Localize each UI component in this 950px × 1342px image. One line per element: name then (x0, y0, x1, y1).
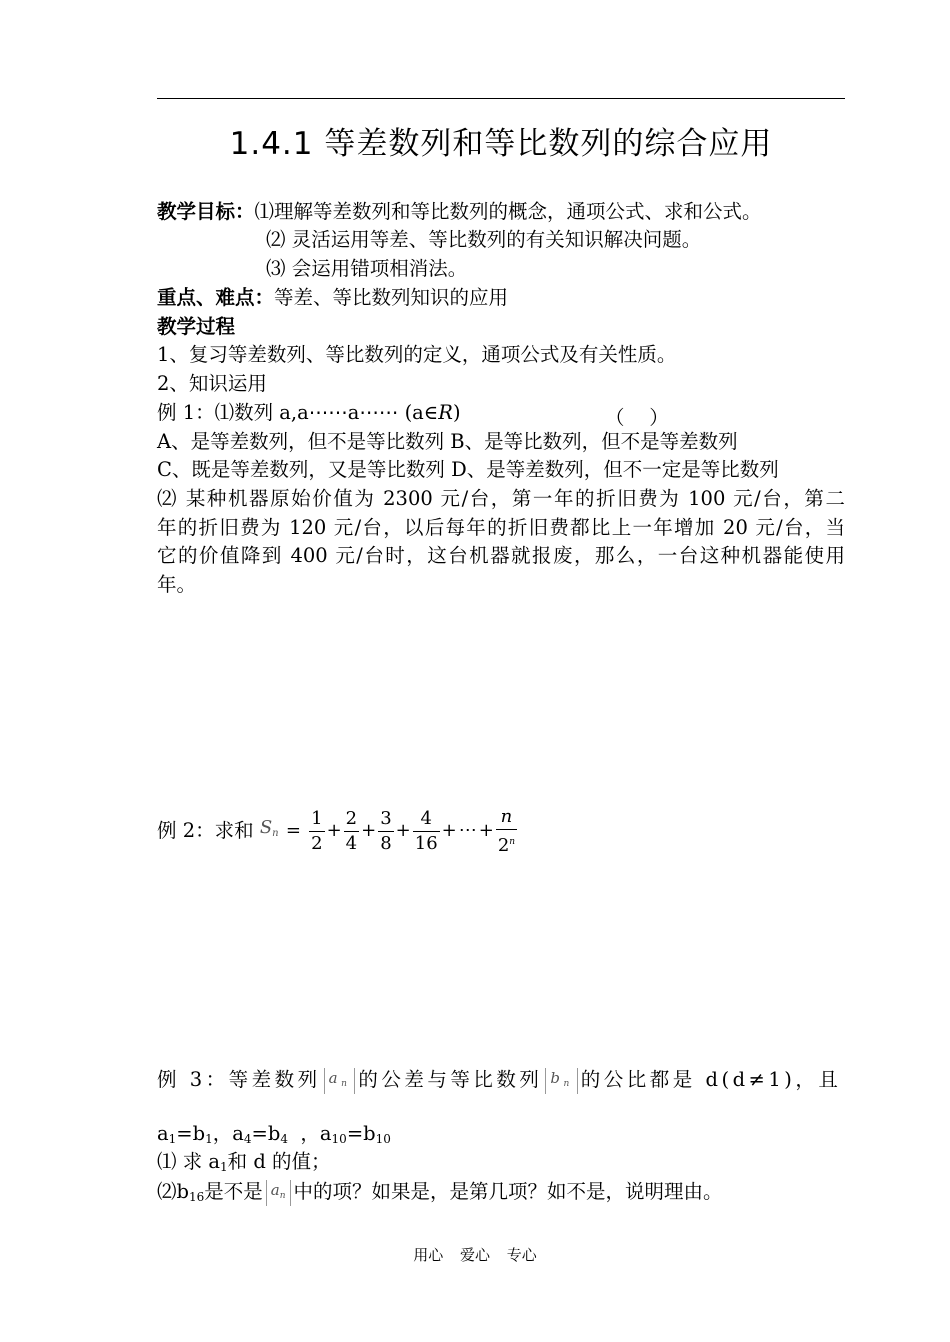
step-2: 2、知识运用 (157, 372, 267, 395)
ex3-intro: 例 3：等差数列 (157, 1068, 321, 1091)
plus-sign: + (478, 820, 494, 841)
header-rule (157, 98, 845, 99)
goal-item-3: ⑶ 会运用错项相消法。 (266, 257, 468, 280)
ex1-part2-line-2: 年的折旧费为 120 元/台，以后每年的折旧费都比上一年增加 20 元/台，当 (157, 516, 845, 539)
sequence-a-symbol: $a_n$ (324, 1068, 356, 1094)
process-heading: 教学过程 (157, 315, 236, 338)
goals-label: 教学目标： (157, 200, 255, 223)
answer-blank: （ ） (605, 406, 669, 429)
equals-sign: = (285, 820, 301, 841)
ex2-intro: 例 2：求和 (157, 819, 254, 842)
plus-sign: + (361, 820, 377, 841)
ex3-end: 的公比都是 d(d≠1)，且 (580, 1068, 842, 1091)
ex1-options-row-1: A、是等差数列，但不是等比数列 B、是等比数列，但不是等差数列 (157, 430, 738, 453)
fraction-term-2: $\frac{2}{4}$ (345, 807, 358, 854)
ex3-question-1: ⑴ 求 $a_1$和 d 的值； (157, 1150, 331, 1174)
plus-sign: + (395, 820, 411, 841)
goals-line-1 (157, 198, 762, 226)
goal-item-2: ⑵ 灵活运用等差、等比数列的有关知识解决问题。 (266, 228, 702, 251)
ellipsis: ⋯ (458, 820, 477, 841)
ex1-part2-line-1: ⑵ 某种机器原始价值为 2300 元/台，第一年的折旧费为 100 元/台，第二 (157, 487, 845, 510)
ex1-intro-text: 例 1：⑴数列 a,a⋯⋯a⋯⋯ (a∈ (157, 401, 439, 424)
ex1-set-symbol: R (438, 401, 453, 424)
ex2-line (157, 804, 518, 858)
fraction-term-3: $\frac{3}{8}$ (380, 807, 392, 854)
ex3-line-1 (157, 1062, 845, 1098)
fraction-term-n: $\frac{n}{2^n}$ (497, 805, 516, 856)
ex3-middle: 的公差与等比数列 (358, 1068, 543, 1091)
focus-line (157, 284, 508, 312)
goal-item-1: ⑴理解等差数列和等比数列的概念，通项公式、求和公式。 (254, 200, 762, 223)
step-1: 1、复习等差数列、等比数列的定义，通项公式及有关性质。 (157, 343, 677, 366)
sequence-b-symbol: $b_n$ (545, 1068, 577, 1094)
fraction-term-1: $\frac{1}{2}$ (311, 807, 323, 854)
sequence-a-symbol: $a_n$ (266, 1180, 291, 1206)
focus-label: 重点、难点： (157, 286, 275, 309)
ex1-part2-line-4: 年。 (157, 573, 197, 596)
ex3-question-2: $⑵b_{16}$是不是 $a_n$ 中的项？如果是，是第几项？如不是，说明理由。 (157, 1180, 723, 1204)
plus-sign: + (326, 820, 342, 841)
page-title: 1.4.1 等差数列和等比数列的综合应用 (229, 126, 773, 162)
sum-symbol: $S_n$ (259, 817, 279, 839)
ex1-part2-line-3: 它的价值降到 400 元/台时，这台机器就报废，那么，一台这种机器能使用 (157, 544, 845, 567)
ex1-options-row-2: C、既是等差数列，又是等比数列 D、是等差数列，但不一定是等比数列 (157, 458, 779, 481)
ex3-conditions: $a_1=b_1$，$a_4=b_4$ ，$a_{10}=b_{10}$ (157, 1122, 391, 1146)
focus-text: 等差、等比数列知识的应用 (274, 286, 509, 309)
ex1-close: ) (452, 401, 461, 424)
fraction-term-4: $\frac{4}{16}$ (414, 807, 438, 854)
page-footer: 用心 爱心 专心 (413, 1246, 537, 1264)
plus-sign: + (441, 820, 457, 841)
ex1-intro (157, 399, 461, 427)
